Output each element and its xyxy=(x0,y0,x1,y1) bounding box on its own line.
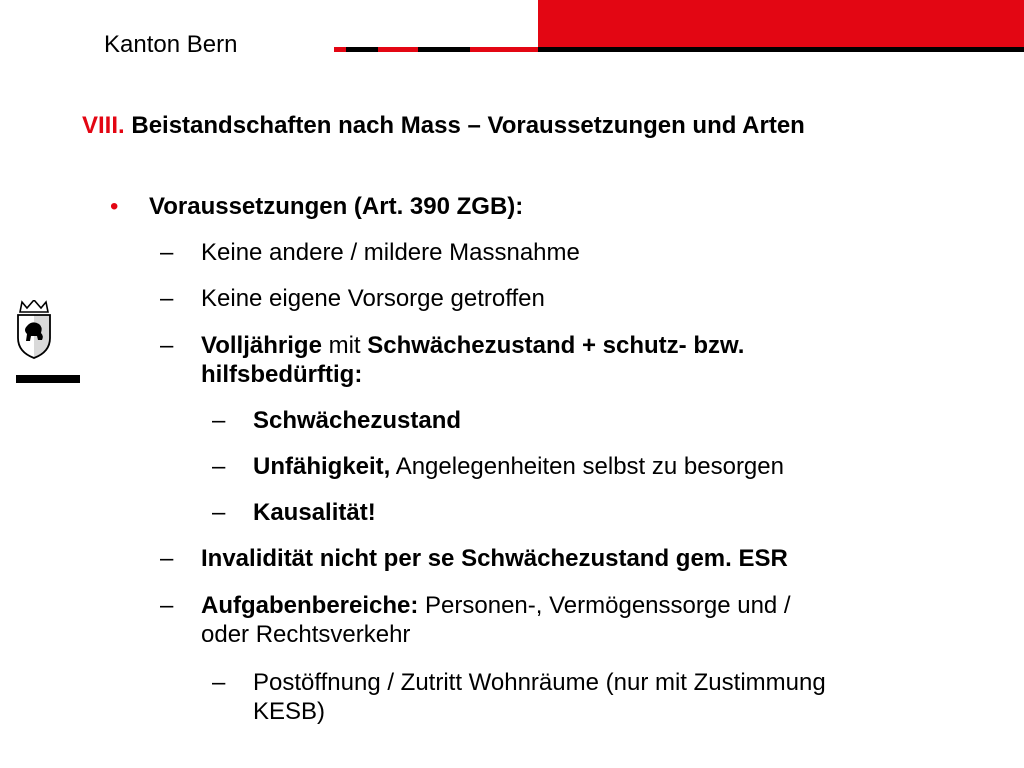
dash-marker: – xyxy=(212,407,226,434)
dash-marker: – xyxy=(160,285,174,312)
dash-marker: – xyxy=(160,332,174,359)
header-organization-name: Kanton Bern xyxy=(104,31,238,58)
dash-marker: – xyxy=(160,239,174,266)
text: Angelegenheiten selbst zu besorgen xyxy=(390,453,784,480)
dash-item-aufgabenbereiche-line2: oder Rechtsverkehr xyxy=(201,621,411,648)
subitem-kausalitaet: Kausalität! xyxy=(253,499,376,526)
bullet-voraussetzungen: Voraussetzungen (Art. 390 ZGB): xyxy=(149,193,524,220)
text-bold: Aufgabenbereiche: xyxy=(201,592,419,619)
text-bold: Unfähigkeit, xyxy=(253,453,391,480)
dash-marker: – xyxy=(212,499,226,526)
text: Personen-, Vermögenssorge und / xyxy=(418,592,791,619)
text: mit xyxy=(321,332,368,359)
dash-marker: – xyxy=(212,669,226,696)
slide-title-text: Beistandschaften nach Mass – Voraussetzungen und Arten xyxy=(131,112,805,139)
dash-item-eigene-vorsorge: Keine eigene Vorsorge getroffen xyxy=(201,285,545,312)
dash-item-aufgabenbereiche xyxy=(201,592,791,620)
dash-item-volljaehrige xyxy=(201,332,744,360)
dash-marker: – xyxy=(212,453,226,480)
subitem-postoeffnung-line2: KESB) xyxy=(253,698,326,725)
subitem-postoeffnung: Postöffnung / Zutritt Wohnräume (nur mit Zustimmung xyxy=(253,669,826,696)
text-bold: Schwächezustand + schutz- bzw. xyxy=(367,332,745,359)
dash-marker: – xyxy=(160,592,174,619)
dash-marker: – xyxy=(160,545,174,572)
text-bold: Volljährige xyxy=(201,332,322,359)
subitem-unfaehigkeit xyxy=(253,453,784,481)
dash-item-volljaehrige-line2: hilfsbedürftig: xyxy=(201,361,363,388)
bullet-marker: • xyxy=(110,193,119,220)
subitem-schwaechezustand: Schwächezustand xyxy=(253,407,462,434)
dash-item-invaliditaet: Invalidität nicht per se Schwächezustand gem. ESR xyxy=(201,545,788,572)
slide-title-number: VIII. xyxy=(82,112,125,139)
dash-item-mildere-massnahme: Keine andere / mildere Massnahme xyxy=(201,239,580,266)
